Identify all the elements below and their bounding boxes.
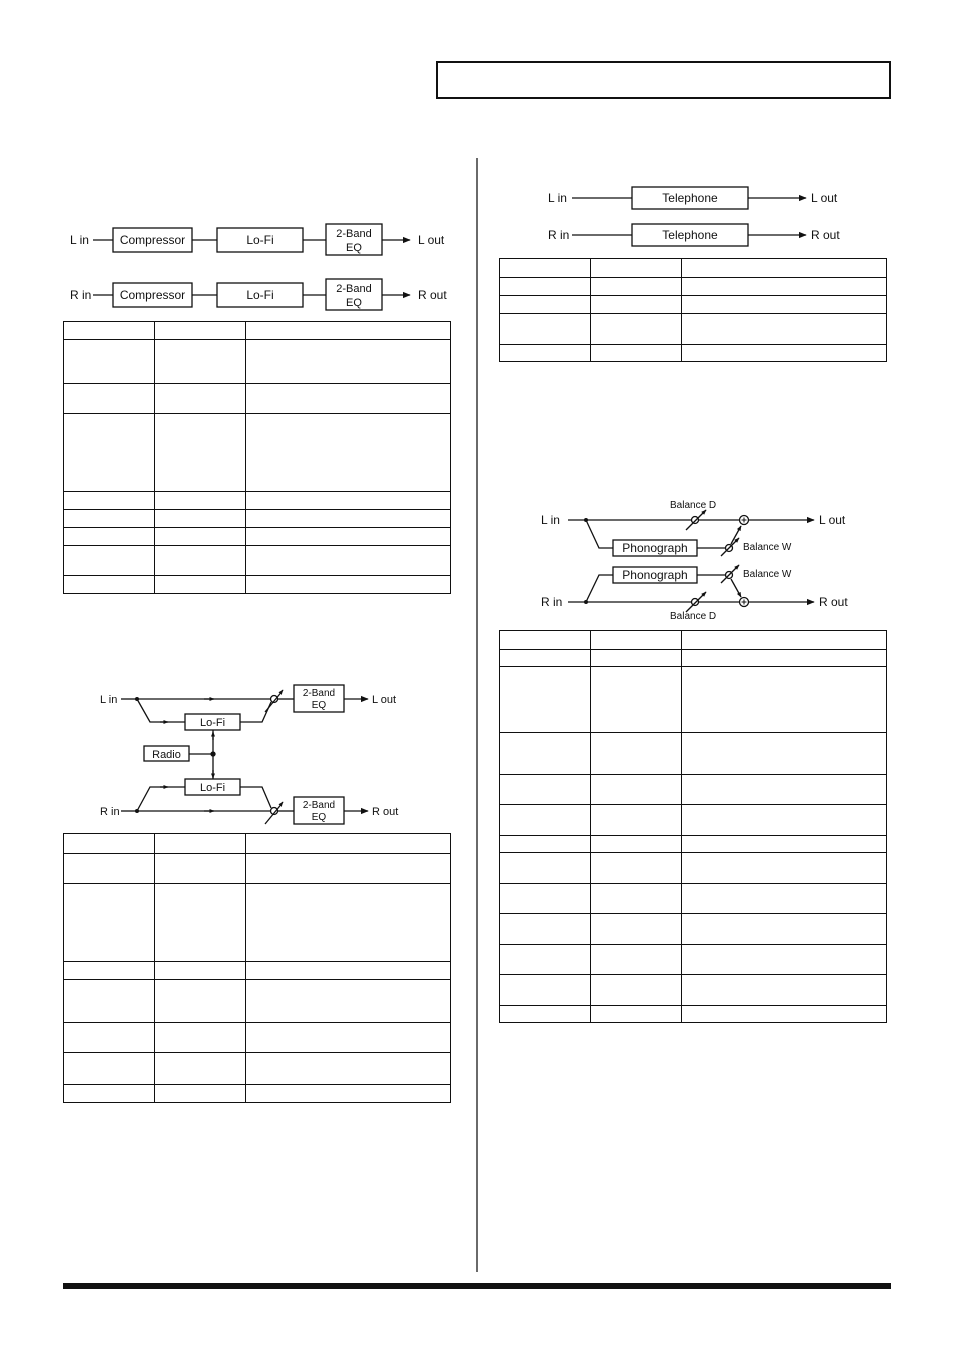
table-row (500, 1006, 887, 1023)
table-cell (682, 945, 887, 975)
table-row (64, 1053, 451, 1085)
eq-label-r-2: EQ (311, 812, 327, 823)
table-cell (500, 775, 591, 805)
table-cell (500, 1006, 591, 1023)
table-cell (500, 650, 591, 667)
table-cell (500, 278, 591, 296)
table-cell (64, 528, 155, 546)
table-cell (155, 1085, 246, 1103)
phonograph-diagram (535, 495, 865, 625)
table-row (64, 510, 451, 528)
lofi-compress-diagram (60, 215, 460, 315)
l-in-label: L in (548, 191, 567, 205)
table-cell (64, 322, 155, 340)
table-cell (591, 1006, 682, 1023)
table-cell (155, 546, 246, 576)
table-cell (64, 1053, 155, 1085)
table-row (64, 340, 451, 384)
table-cell (682, 975, 887, 1006)
lofi-compress-param-table (63, 321, 451, 594)
r-out-label: R out (819, 595, 848, 609)
table-cell (591, 259, 682, 278)
table-row (64, 546, 451, 576)
table-cell (591, 345, 682, 362)
table-cell (500, 314, 591, 345)
table-cell (64, 884, 155, 962)
eq-label-r-2: EQ (346, 297, 362, 309)
table-row (500, 733, 887, 775)
lofi-radio-diagram (95, 680, 415, 830)
telephone-param-table (499, 258, 887, 362)
table-row (500, 314, 887, 345)
table-cell (64, 576, 155, 594)
table-body-t2 (64, 834, 451, 1103)
table-cell (246, 1085, 451, 1103)
table-cell (155, 384, 246, 414)
table-row (64, 1085, 451, 1103)
table-row (64, 384, 451, 414)
table-cell (591, 975, 682, 1006)
table-cell (500, 945, 591, 975)
table-row (64, 528, 451, 546)
table-row (500, 631, 887, 650)
table-cell (500, 631, 591, 650)
table-cell (64, 962, 155, 980)
r-in-label: R in (548, 228, 570, 242)
table-cell (155, 322, 246, 340)
lofi-label-l: Lo-Fi (199, 717, 226, 729)
table-cell (64, 1023, 155, 1053)
table-cell (246, 510, 451, 528)
balance-d-label-bottom: Balance D (670, 611, 717, 622)
table-row (500, 975, 887, 1006)
eq-label-r-1: 2-Band (302, 800, 336, 811)
table-row (64, 576, 451, 594)
phonograph-label-l: Phonograph (622, 541, 688, 555)
table-cell (682, 805, 887, 836)
table-body-t3 (500, 259, 887, 362)
table-body-t1 (64, 322, 451, 594)
l-out-label: L out (811, 191, 838, 205)
table-cell (591, 914, 682, 945)
table-cell (246, 962, 451, 980)
table-row (500, 259, 887, 278)
table-row (500, 278, 887, 296)
balance-w-label-bottom: Balance W (743, 569, 792, 580)
table-row (64, 492, 451, 510)
table-cell (682, 278, 887, 296)
table-row (64, 322, 451, 340)
table-cell (682, 836, 887, 853)
l-out-label: L out (819, 513, 846, 527)
table-cell (155, 528, 246, 546)
table-cell (591, 945, 682, 975)
table-cell (246, 546, 451, 576)
table-cell (682, 345, 887, 362)
column-divider (476, 158, 478, 1272)
table-cell (591, 884, 682, 914)
table-cell (155, 854, 246, 884)
table-cell (155, 980, 246, 1023)
table-cell (682, 314, 887, 345)
eq-label-l-2: EQ (311, 700, 327, 711)
eq-label-l-2: EQ (346, 242, 362, 254)
eq-label-r-1: 2-Band (336, 283, 372, 295)
table-row (500, 884, 887, 914)
table-cell (682, 775, 887, 805)
table-cell (500, 975, 591, 1006)
table-row (500, 650, 887, 667)
table-row (500, 945, 887, 975)
table-cell (591, 775, 682, 805)
table-cell (155, 576, 246, 594)
table-cell (500, 805, 591, 836)
table-cell (246, 834, 451, 854)
lofi-label-l: Lo-Fi (246, 233, 274, 247)
l-out-label: L out (372, 694, 397, 706)
table-cell (682, 733, 887, 775)
table-cell (682, 650, 887, 667)
balance-d-label-top: Balance D (670, 500, 717, 511)
table-cell (500, 296, 591, 314)
table-cell (682, 914, 887, 945)
r-out-label: R out (372, 806, 399, 818)
table-row (64, 414, 451, 492)
table-row (500, 914, 887, 945)
table-cell (682, 259, 887, 278)
table-cell (591, 278, 682, 296)
table-cell (64, 414, 155, 492)
lofi-radio-param-table (63, 833, 451, 1103)
table-cell (500, 836, 591, 853)
table-cell (246, 414, 451, 492)
lofi-label-r: Lo-Fi (199, 782, 226, 794)
compressor-label-r: Compressor (119, 288, 186, 302)
l-in-label: L in (100, 694, 118, 706)
table-cell (591, 296, 682, 314)
table-cell (246, 854, 451, 884)
table-cell (64, 340, 155, 384)
table-row (64, 962, 451, 980)
table-cell (155, 834, 246, 854)
table-cell (591, 836, 682, 853)
table-cell (591, 314, 682, 345)
table-cell (64, 854, 155, 884)
table-cell (246, 1023, 451, 1053)
table-cell (500, 259, 591, 278)
table-cell (155, 414, 246, 492)
table-cell (591, 733, 682, 775)
table-cell (155, 1023, 246, 1053)
table-cell (155, 884, 246, 962)
table-row (64, 854, 451, 884)
table-cell (500, 914, 591, 945)
table-cell (591, 631, 682, 650)
table-cell (246, 322, 451, 340)
table-cell (246, 528, 451, 546)
table-cell (682, 631, 887, 650)
table-cell (591, 667, 682, 733)
l-in-label: L in (541, 513, 560, 527)
table-cell (591, 853, 682, 884)
table-cell (64, 384, 155, 414)
l-out-label: L out (418, 233, 445, 247)
r-out-label: R out (811, 228, 840, 242)
r-in-label: R in (70, 288, 92, 302)
table-row (500, 775, 887, 805)
table-row (64, 1023, 451, 1053)
table-cell (64, 546, 155, 576)
phonograph-param-table (499, 630, 887, 1023)
table-cell (64, 1085, 155, 1103)
telephone-label-l: Telephone (662, 191, 718, 205)
table-cell (591, 650, 682, 667)
table-cell (155, 1053, 246, 1085)
eq-label-l-1: 2-Band (336, 228, 372, 240)
table-cell (500, 667, 591, 733)
eq-label-l-1: 2-Band (302, 688, 336, 699)
table-cell (246, 492, 451, 510)
table-row (500, 836, 887, 853)
table-row (64, 980, 451, 1023)
l-in-label: L in (70, 233, 89, 247)
balance-w-label-top: Balance W (743, 542, 792, 553)
table-row (500, 667, 887, 733)
telephone-label-r: Telephone (662, 228, 718, 242)
table-cell (682, 667, 887, 733)
phonograph-label-r: Phonograph (622, 568, 688, 582)
table-cell (500, 733, 591, 775)
compressor-label-l: Compressor (119, 233, 186, 247)
table-cell (246, 576, 451, 594)
table-cell (64, 980, 155, 1023)
table-cell (591, 805, 682, 836)
table-row (64, 834, 451, 854)
table-cell (500, 345, 591, 362)
table-cell (246, 384, 451, 414)
table-cell (155, 492, 246, 510)
telephone-diagram (540, 180, 860, 250)
table-cell (682, 1006, 887, 1023)
table-cell (155, 340, 246, 384)
r-in-label: R in (541, 595, 563, 609)
table-body-t4 (500, 631, 887, 1023)
table-cell (246, 884, 451, 962)
section-header-box (436, 61, 891, 99)
radio-label: Radio (152, 749, 181, 761)
table-cell (246, 1053, 451, 1085)
table-cell (682, 296, 887, 314)
footer-rule (63, 1283, 891, 1289)
r-out-label: R out (418, 288, 447, 302)
table-row (500, 805, 887, 836)
table-cell (64, 492, 155, 510)
lofi-label-r: Lo-Fi (246, 288, 274, 302)
table-row (64, 884, 451, 962)
table-row (500, 296, 887, 314)
table-cell (64, 834, 155, 854)
table-cell (500, 884, 591, 914)
table-cell (155, 510, 246, 528)
r-in-label: R in (100, 806, 120, 818)
table-cell (500, 853, 591, 884)
table-cell (155, 962, 246, 980)
table-cell (682, 853, 887, 884)
table-cell (64, 510, 155, 528)
table-cell (246, 340, 451, 384)
table-row (500, 345, 887, 362)
table-cell (682, 884, 887, 914)
table-cell (246, 980, 451, 1023)
table-row (500, 853, 887, 884)
